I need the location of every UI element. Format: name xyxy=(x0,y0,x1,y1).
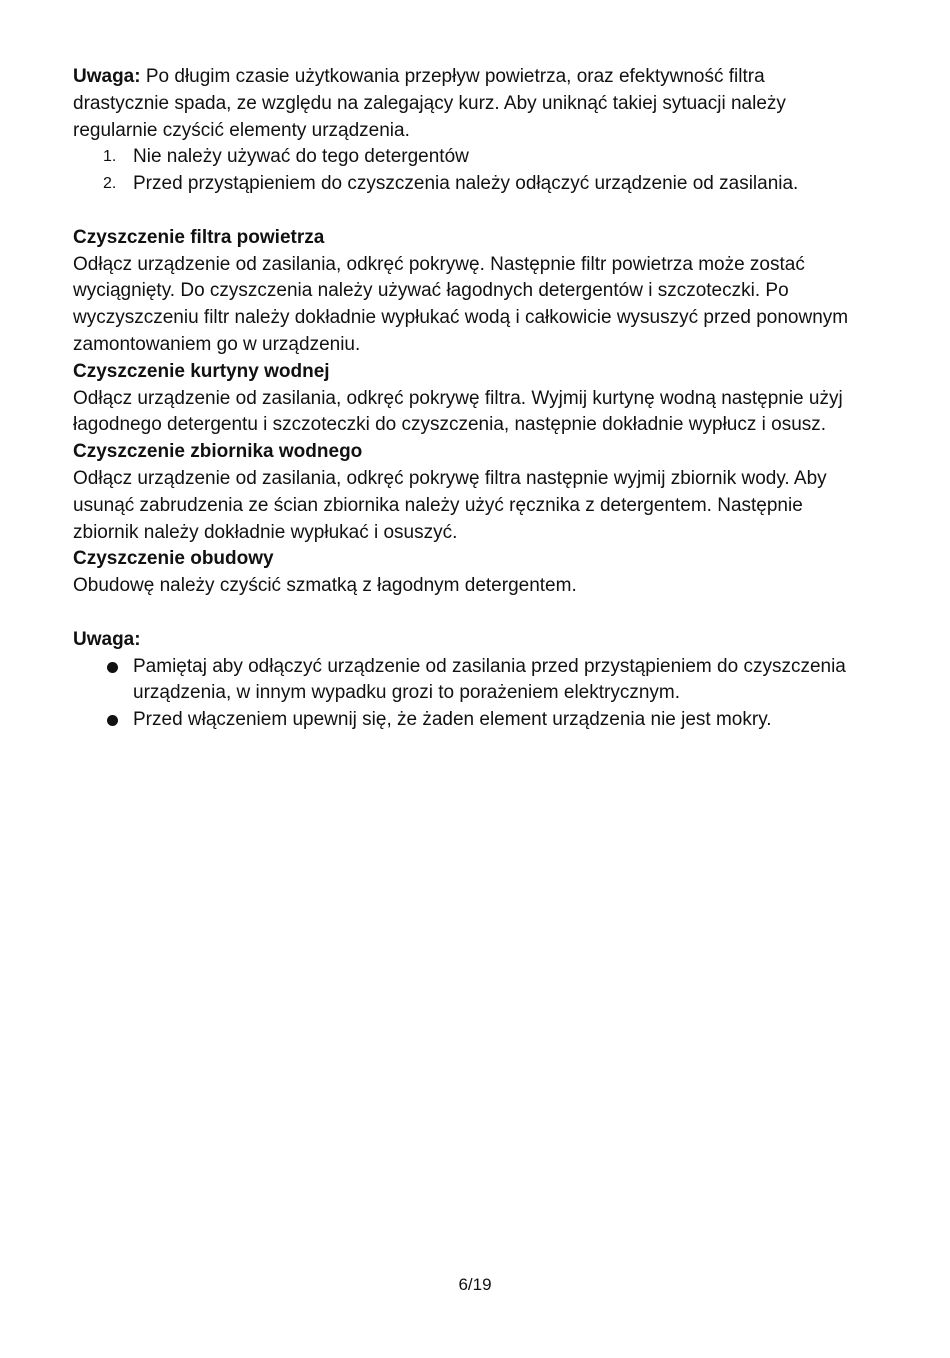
bullet-text: Pamiętaj aby odłączyć urządzenie od zasilania przed przystąpieniem do czyszczenia urządzenia, w innym wypadku grozi to porażeniem elektrycznym. xyxy=(133,655,846,704)
bullet-icon xyxy=(107,662,118,673)
numbered-list-item xyxy=(73,171,863,198)
spacer xyxy=(73,198,863,225)
list-item-text: Nie należy używać do tego detergentów xyxy=(133,146,469,168)
bullet-icon xyxy=(107,715,118,726)
section-heading: Czyszczenie obudowy xyxy=(73,548,274,570)
warning-section xyxy=(73,627,863,734)
bullet-text: Przed włączeniem upewnij się, że żaden element urządzenia nie jest mokry. xyxy=(133,709,772,731)
bullet-list-item xyxy=(73,707,863,734)
section-heading: Czyszczenie zbiornika wodnego xyxy=(73,441,363,463)
document-page xyxy=(73,64,863,734)
numbered-list-item xyxy=(73,144,863,171)
section-heading: Czyszczenie kurtyny wodnej xyxy=(73,360,330,382)
page-number: 6/19 xyxy=(458,1275,492,1294)
section-water-curtain xyxy=(73,359,863,439)
section-water-tank xyxy=(73,439,863,546)
bullet-list-item xyxy=(73,654,863,708)
section-body: Odłącz urządzenie od zasilania, odkręć pokrywę. Następnie filtr powietrza może zostać wyciągnięty. Do czyszczenia należy używać łagodnych detergentów i szczoteczki. Po wyczyszczeniu filtr należy dokładnie wypłukać wodą i całkowicie wysuszyć przed ponownym zamontowaniem go w urządzeniu. xyxy=(73,253,849,355)
warning-heading: Uwaga: xyxy=(73,628,141,650)
spacer xyxy=(73,600,863,627)
section-air-filter xyxy=(73,225,863,359)
intro-numbered-list xyxy=(73,144,863,198)
section-heading: Czyszczenie filtra powietrza xyxy=(73,226,325,248)
section-housing xyxy=(73,546,863,600)
list-item-text: Przed przystąpieniem do czyszczenia należy odłączyć urządzenie od zasilania. xyxy=(133,173,799,195)
intro-text: Po długim czasie użytkowania przepływ powietrza, oraz efektywność filtra drastycznie spada, ze względu na zalegający kurz. Aby uniknąć takiej sytuacji należy regularnie czyścić elementy urządzenia. xyxy=(73,66,786,141)
intro-paragraph xyxy=(73,64,863,144)
section-body: Obudowę należy czyścić szmatką z łagodnym detergentem. xyxy=(73,575,577,597)
section-body: Odłącz urządzenie od zasilania, odkręć pokrywę filtra. Wyjmij kurtynę wodną następnie użyj łagodnego detergentu i szczoteczki do czyszczenia, następnie dokładnie wypłucz i osusz. xyxy=(73,387,843,436)
section-body: Odłącz urządzenie od zasilania, odkręć pokrywę filtra następnie wyjmij zbiornik wody. Aby usunąć zabrudzenia ze ścian zbiornika należy użyć ręcznika z detergentem. Następnie zbiornik należy dokładnie wypłukać i osuszyć. xyxy=(73,467,827,543)
list-item-number: 1. xyxy=(103,148,117,166)
intro-label: Uwaga: xyxy=(73,66,141,87)
list-item-number: 2. xyxy=(103,175,117,193)
warning-bullet-list xyxy=(73,654,863,734)
